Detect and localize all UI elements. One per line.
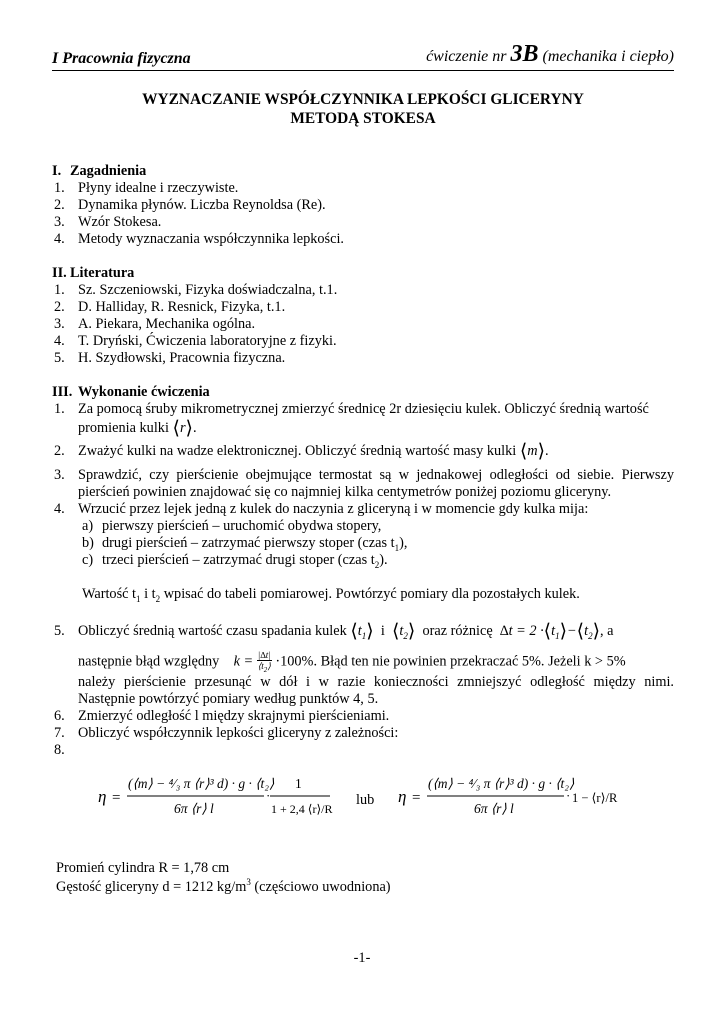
svg-text:η: η	[398, 787, 407, 806]
svg-text:=: =	[412, 790, 421, 806]
or-label: lub	[356, 792, 375, 808]
header-exercise: ćwiczenie nr 3B (mechanika i ciepło)	[426, 41, 674, 67]
svg-text:=: =	[112, 790, 121, 806]
page-number: -1-	[353, 950, 371, 966]
exercise-number: 3B	[510, 41, 539, 67]
document-page: I Pracownia fizyczna ćwiczenie nr 3B (mechanika i ciepło) WYZNACZANIE WSPÓŁCZYNNIKA LEPKOŚCI GLICERYNY METODĄ STOKESA I. Zagadnienia 1. Płyny idealne i rzeczywiste. 2. Dynamika płynów. Liczba Reynoldsa (Re). 3. Wzór Stokesa. 4. Metody wyznaczania współczynnika lepkości. II. Literatura 1. Sz. Szczeniowski, Fizyka doświadczalna, t.1. 2. D. Halliday, R. Resnick, Fizyka, t.1. 3. A. Piekara, Mechanika ogólna. 4. T. Dryński, Ćwiczenia laboratoryjne z fizyki. 5. H. Szydłowski, Pracownia fizyczna. III. Wykonanie ćwiczenia 1. Za pomocą śruby mikrometrycznej zmierzyć średnicę 2r dziesięciu kulek. Obliczyć średnią wartość promienia kulki ⟨r⟩. 2. Zważyć kulki na wadze elektronicznej. Obliczyć średnią wartość masy kulki ⟨m⟩. 3. Sprawdzić, czy pierścienie obejmujące termostat są w jednakowej odległości od siebie. Pierwszy pierścień powinien znajdować się co najmniej kilka centymetrów poniżej poziomu gliceryny. 4. Wrzucić przez lejek jedną z kulek do naczynia z gliceryną i w momencie gdy kulka mija: a) pierwszy pierścień – uruchomić obydwa stopery, b) drugi pierścień – zatrzymać pierwszy stoper (czas $t_1$), c) trzeci pierścień – zatrzymać drugi stoper (czas $t_2$). Wartość $t_1$ i $t_2$ wpisać do tabeli pomiarowej. Powtórzyć pomiary dla pozostałych kulek. 5. Obliczyć średnią wartość czasu spadania kulek $⟨t_1⟩$ i $⟨t_2⟩$ oraz różnicę $\Delta t = 2 \cdot⟨t_1⟩-⟨t_2⟩$, a następnie błąd względny k = $\frac{|\Delta t|}{⟨t_2⟩}$ ·100%. Błąd ten nie powinien przekraczać 5%. Jeżeli k > 5% należy pierścienie przesunąć w dół i w razie konieczności zmniejszyć odległość między nimi. Następnie powtórzyć pomiary według punktów 4, 5. 6. Zmierzyć odległość l między skrajnymi pierścieniami. 7. Obliczyć współczynnik lepkości gliceryny z zależności: 8. η = (⟨m⟩ − ⁴⁄₃ π ⟨r⟩³ d) · g · ⟨t₂⟩ 6π ⟨r⟩ l · 1 1 + 2,4 ⟨r⟩/R lub η = (⟨m⟩ − ⁴⁄₃ π ⟨r⟩³ d) · g · ⟨t₂⟩ 6π ⟨r⟩ l · 1 − ⟨r⟩/R Promień cylindra R = 1,78 cm Gęstość gliceryny d = 1212 $kg/m^3$ (częściowo uwodniona) -1-	[0, 0, 724, 1024]
glycerin-density: Gęstość gliceryny d = 1212 $kg/m^3$ (częściowo uwodniona)	[56, 877, 391, 895]
section-1-heading: I. Zagadnienia	[52, 163, 147, 179]
svg-text:·: ·	[566, 788, 571, 803]
section-2-heading: II. Literatura	[52, 265, 135, 281]
svg-text:6π ⟨r⟩ l: 6π ⟨r⟩ l	[474, 801, 514, 816]
list-item-continuation: należy pierścienie przesunąć w dół i w razie konieczności zmniejszyć odległość między nimi. Następnie powtórzyć pomiary według punktów 4, 5.	[78, 674, 674, 707]
svg-text:(⟨m⟩ − ⁴⁄₃ π ⟨r⟩³ d) · g · ⟨t₂: (⟨m⟩ − ⁴⁄₃ π ⟨r⟩³ d) · g · ⟨t₂⟩	[428, 776, 575, 791]
svg-text:6π ⟨r⟩ l: 6π ⟨r⟩ l	[174, 801, 214, 816]
header-lab-name: I Pracownia fizyczna	[52, 50, 191, 67]
svg-text:1: 1	[295, 776, 302, 791]
page-title-line2: METODĄ STOKESA	[290, 110, 436, 127]
sub-item: a) pierwszy pierścień – uruchomić obydwa stopery,	[82, 518, 382, 534]
sub-item: c) trzeci pierścień – zatrzymać drugi stoper (czas $t_2$).	[82, 552, 388, 570]
section-3-heading: III. Wykonanie ćwiczenia	[52, 384, 210, 400]
page-title-line1: WYZNACZANIE WSPÓŁCZYNNIKA LEPKOŚCI GLICERYNY	[142, 91, 584, 108]
list-item-continuation: następnie błąd względny k = $\frac{|\Delta t|}{⟨t_2⟩}$ ·100%. Błąd ten nie powinien przekraczać 5%. Jeżeli k > 5%	[78, 650, 626, 674]
svg-text:(⟨m⟩ − ⁴⁄₃ π ⟨r⟩³ d) · g · ⟨t₂: (⟨m⟩ − ⁴⁄₃ π ⟨r⟩³ d) · g · ⟨t₂⟩	[128, 776, 275, 791]
page-header	[52, 41, 674, 71]
measurement-note: Wartość $t_1$ i $t_2$ wpisać do tabeli pomiarowej. Powtórzyć pomiary dla pozostałych kulek.	[82, 586, 580, 604]
svg-text:η: η	[98, 787, 107, 806]
viscosity-formula-2	[398, 764, 638, 826]
list-item-continuation: promienia kulki ⟨r⟩.	[78, 418, 197, 439]
svg-text:1 − ⟨r⟩/R: 1 − ⟨r⟩/R	[572, 791, 618, 805]
sub-item: b) drugi pierścień – zatrzymać pierwszy stoper (czas $t_1$),	[82, 535, 408, 553]
cylinder-radius: Promień cylindra R = 1,78 cm	[56, 860, 230, 876]
viscosity-formula-1	[98, 764, 338, 826]
svg-text:1 + 2,4 ⟨r⟩/R: 1 + 2,4 ⟨r⟩/R	[271, 802, 333, 816]
svg-text:·: ·	[266, 788, 271, 803]
